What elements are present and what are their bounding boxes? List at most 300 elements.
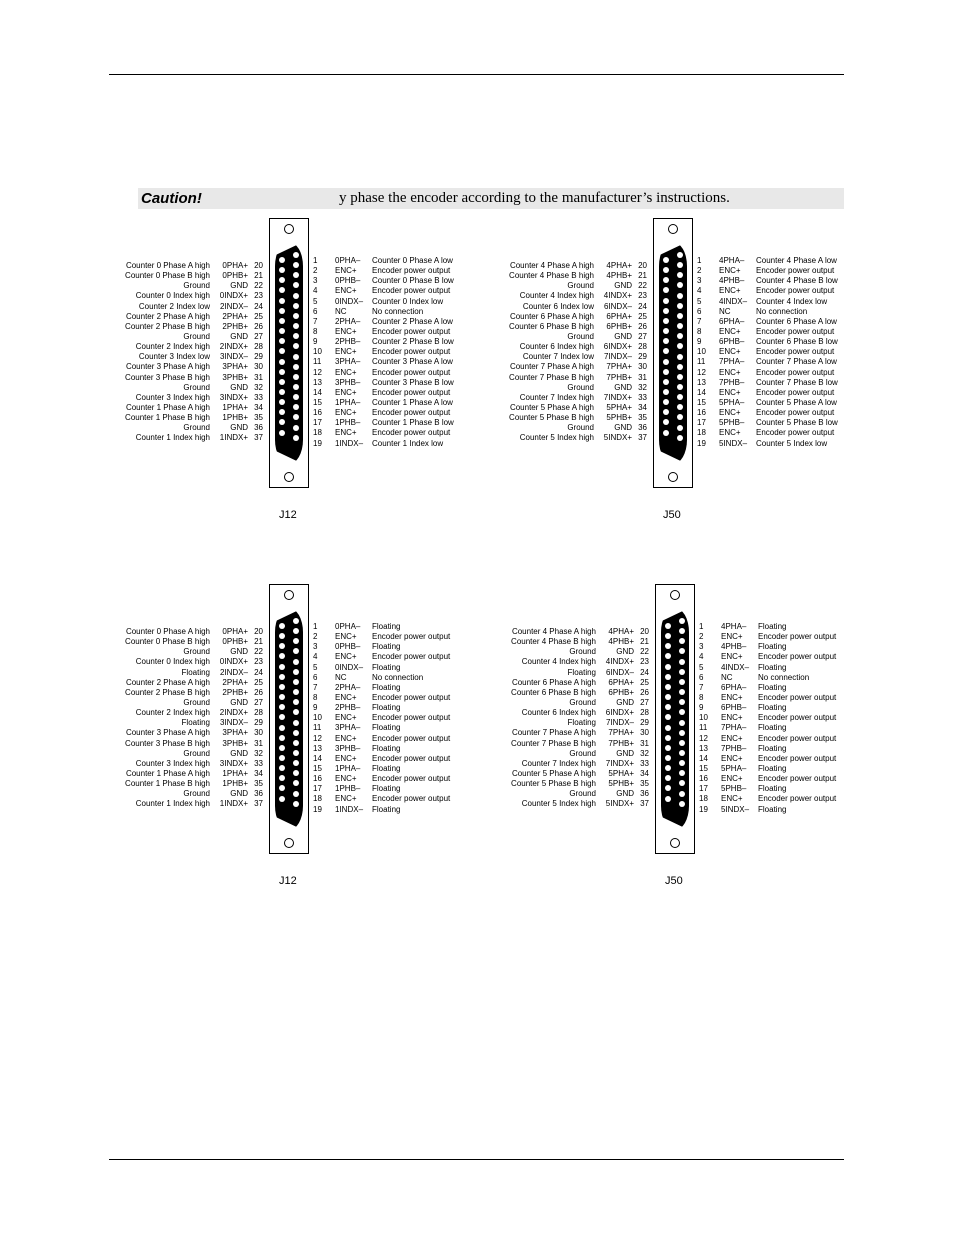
pin-row <box>699 805 836 815</box>
signal-name: 6PHB+ <box>606 321 632 331</box>
pin-row <box>313 398 454 408</box>
pin-number: 26 <box>254 321 263 331</box>
signal-name: 5PHA+ <box>606 402 632 412</box>
pin-description: Encoder power output <box>756 266 835 276</box>
signal-name: 0PHA– <box>335 256 361 265</box>
pin-number: 24 <box>254 667 263 677</box>
signal-name: 7INDX– <box>605 718 634 728</box>
pin-description: Counter 3 Index low <box>138 352 210 362</box>
left-pin-table <box>494 261 647 444</box>
pin-description: Encoder power output <box>758 753 837 763</box>
pin-number: 34 <box>254 768 263 778</box>
pin-description: Encoder power output <box>758 794 837 804</box>
pin-number: 28 <box>640 708 649 718</box>
pin-description: Floating <box>372 622 401 631</box>
pin-number: 2 <box>697 266 702 276</box>
signal-name: NC <box>719 306 731 316</box>
signal-name: ENC+ <box>721 794 743 804</box>
pin-number: 22 <box>640 647 649 657</box>
connector-pin-icon <box>663 430 669 436</box>
pin-description: Floating <box>758 743 787 753</box>
pin-description: Counter 2 Phase B high <box>125 321 210 331</box>
signal-name: 6PHA– <box>721 682 747 692</box>
signal-name: 4PHA– <box>719 256 745 265</box>
pin-row <box>110 779 263 789</box>
pin-description: Counter 3 Phase A high <box>125 728 210 738</box>
signal-name: ENC+ <box>719 266 741 276</box>
pin-row <box>496 779 649 789</box>
connector-pin-icon <box>665 664 671 670</box>
pin-description: Counter 4 Phase B high <box>509 271 594 281</box>
connector-pin-icon <box>293 252 299 258</box>
signal-name: ENC+ <box>721 774 743 784</box>
pin-description: Floating <box>567 667 596 677</box>
signal-name: ENC+ <box>335 367 357 377</box>
db37-connector <box>653 218 693 488</box>
pin-row <box>313 317 454 327</box>
connector-pin-icon <box>293 750 299 756</box>
pin-number: 16 <box>699 774 708 784</box>
signal-name: 3INDX+ <box>219 758 248 768</box>
pin-number: 35 <box>638 413 647 423</box>
pin-description: Floating <box>372 703 401 713</box>
pin-row <box>313 357 454 367</box>
pin-description: Counter 1 Index high <box>135 433 210 443</box>
connector-pin-icon <box>677 313 683 319</box>
connector-pin-icon <box>279 755 285 761</box>
connector-pin-icon <box>677 425 683 431</box>
pin-number: 15 <box>699 763 708 773</box>
pin-description: Counter 7 Phase A high <box>511 728 596 738</box>
signal-name: ENC+ <box>721 692 743 702</box>
connector-pin-icon <box>679 730 685 736</box>
connector-pin-icon <box>663 379 669 385</box>
pin-number: 31 <box>638 372 647 382</box>
pin-description: Counter 0 Phase A high <box>125 627 210 636</box>
footer-rule <box>109 1159 844 1160</box>
pin-description: Floating <box>758 723 787 733</box>
signal-name: 0PHA+ <box>222 261 248 270</box>
signal-name: ENC+ <box>335 713 357 723</box>
pin-row <box>697 418 838 428</box>
pin-number: 12 <box>697 367 706 377</box>
pin-description: Counter 0 Phase B high <box>125 637 210 647</box>
pin-row <box>494 291 647 301</box>
pin-number: 14 <box>697 387 706 397</box>
pin-number: 29 <box>640 718 649 728</box>
pin-description: Encoder power output <box>756 347 835 357</box>
right-pin-table <box>697 256 838 449</box>
signal-name: 2PHB– <box>335 337 361 347</box>
connector-pin-icon <box>665 623 671 629</box>
pin-row <box>313 642 450 652</box>
pin-description: Ground <box>183 789 210 799</box>
connector-diagram-j12-top <box>110 218 470 528</box>
pin-description: Counter 2 Phase A high <box>125 311 210 321</box>
signal-name: 2PHA+ <box>222 311 248 321</box>
pin-description: Counter 6 Phase A low <box>756 316 837 326</box>
pin-number: 10 <box>699 713 708 723</box>
pin-description: Floating <box>181 667 210 677</box>
pin-number: 22 <box>638 281 647 291</box>
pin-number: 5 <box>313 662 318 672</box>
pin-number: 19 <box>313 438 322 448</box>
pin-number: 30 <box>254 728 263 738</box>
signal-name: 3PHA+ <box>222 728 248 738</box>
pin-description: Counter 7 Phase A high <box>509 362 594 372</box>
pin-number: 5 <box>699 662 704 672</box>
pin-description: Counter 2 Index high <box>135 342 210 352</box>
pin-row <box>110 799 263 809</box>
pin-row <box>697 408 838 418</box>
pin-number: 1 <box>313 622 318 631</box>
signal-name: 6INDX+ <box>605 708 634 718</box>
pin-description: Counter 1 Phase B high <box>125 413 210 423</box>
pin-number: 34 <box>640 768 649 778</box>
pin-number: 30 <box>640 728 649 738</box>
pin-row <box>110 352 263 362</box>
signal-name: ENC+ <box>335 692 357 702</box>
signal-name: 2INDX+ <box>219 708 248 718</box>
pin-number: 10 <box>697 347 706 357</box>
pin-description: Encoder power output <box>372 733 451 743</box>
pin-row <box>699 764 836 774</box>
pin-number: 29 <box>254 718 263 728</box>
pin-number: 21 <box>254 637 263 647</box>
pin-row <box>313 368 454 378</box>
signal-name: 4PHA+ <box>606 261 632 270</box>
mounting-hole-icon <box>284 838 294 848</box>
pin-row <box>494 393 647 403</box>
pin-row <box>699 642 836 652</box>
pin-row <box>313 805 450 815</box>
db37-connector <box>655 584 695 854</box>
connector-pin-icon <box>293 679 299 685</box>
signal-name: 2PHB– <box>335 703 361 713</box>
signal-name: GND <box>230 697 248 707</box>
signal-name: 0PHB– <box>335 642 361 652</box>
pin-row <box>313 286 454 296</box>
connector-pin-icon <box>279 328 285 334</box>
pin-number: 26 <box>254 687 263 697</box>
signal-name: 1PHB– <box>335 418 361 428</box>
pin-number: 9 <box>313 337 318 347</box>
pin-number: 30 <box>638 362 647 372</box>
pin-description: Counter 6 Phase A high <box>509 311 594 321</box>
signal-name: ENC+ <box>335 733 357 743</box>
pin-row <box>496 688 649 698</box>
pin-row <box>110 637 263 647</box>
pin-description: Encoder power output <box>372 408 451 418</box>
pin-row <box>110 668 263 678</box>
pin-description: Ground <box>567 423 594 433</box>
pin-row <box>110 698 263 708</box>
pin-number: 22 <box>254 281 263 291</box>
signal-name: ENC+ <box>721 753 743 763</box>
signal-name: ENC+ <box>719 367 741 377</box>
pin-row <box>699 683 836 693</box>
pin-number: 9 <box>697 337 702 347</box>
pin-description: Encoder power output <box>372 692 451 702</box>
pin-description: Counter 4 Phase A high <box>511 627 596 636</box>
signal-name: ENC+ <box>335 326 357 336</box>
pin-number: 12 <box>699 733 708 743</box>
pin-row <box>697 256 838 266</box>
signal-name: 7PHB– <box>721 743 747 753</box>
connector-pin-icon <box>663 257 669 263</box>
signal-name: 1PHA+ <box>222 768 248 778</box>
pin-number: 30 <box>254 362 263 372</box>
connector-pin-icon <box>679 679 685 685</box>
signal-name: 5INDX+ <box>603 433 632 443</box>
pin-row <box>494 362 647 372</box>
connector-pin-icon <box>279 796 285 802</box>
signal-name: 0PHB+ <box>222 637 248 647</box>
signal-name: 1INDX+ <box>219 799 248 809</box>
pin-number: 4 <box>699 652 704 662</box>
signal-name: 3PHA– <box>335 723 361 733</box>
signal-name: ENC+ <box>335 408 357 418</box>
pin-description: Floating <box>758 682 787 692</box>
pin-number: 2 <box>699 632 704 642</box>
signal-name: 2PHB+ <box>222 321 248 331</box>
pin-number: 34 <box>638 402 647 412</box>
signal-name: ENC+ <box>719 286 741 296</box>
signal-name: 4INDX+ <box>603 291 632 301</box>
signal-name: 4INDX– <box>721 662 750 672</box>
signal-name: ENC+ <box>335 774 357 784</box>
pin-description: Encoder power output <box>372 428 451 438</box>
signal-name: 3PHB– <box>335 743 361 753</box>
signal-name: 2PHA– <box>335 682 361 692</box>
pin-row <box>494 332 647 342</box>
connector-pin-icon <box>677 354 683 360</box>
pin-number: 15 <box>313 763 322 773</box>
pin-description: Ground <box>183 382 210 392</box>
pin-row <box>110 403 263 413</box>
pin-number: 11 <box>699 723 708 733</box>
connector-pin-icon <box>293 425 299 431</box>
signal-name: 5INDX– <box>721 804 750 814</box>
pin-description: Counter 4 Index low <box>756 296 828 306</box>
pin-description: Counter 2 Index low <box>138 301 210 311</box>
pin-row <box>313 439 454 449</box>
pin-description: Encoder power output <box>756 326 835 336</box>
pin-number: 4 <box>313 652 318 662</box>
pin-description: Floating <box>758 662 787 672</box>
pin-description: Counter 7 Phase B high <box>509 372 594 382</box>
pin-number: 21 <box>254 271 263 281</box>
connector-pin-icon <box>679 801 685 807</box>
pin-description: Encoder power output <box>372 367 451 377</box>
mounting-hole-icon <box>670 838 680 848</box>
signal-name: GND <box>230 748 248 758</box>
pin-row <box>313 693 450 703</box>
pin-description: Counter 3 Index high <box>135 758 210 768</box>
pin-description: No connection <box>756 306 808 316</box>
pin-row <box>496 657 649 667</box>
pin-row <box>313 276 454 286</box>
pin-number: 37 <box>640 799 649 809</box>
connector-pin-icon <box>679 740 685 746</box>
signal-name: 7PHA– <box>719 357 745 367</box>
pin-description: No connection <box>372 306 424 316</box>
pin-row <box>313 428 454 438</box>
mounting-hole-icon <box>284 472 294 482</box>
signal-name: 2PHA– <box>335 316 361 326</box>
connector-pin-icon <box>293 384 299 390</box>
connector-pin-icon <box>663 318 669 324</box>
signal-name: 1PHA– <box>335 763 361 773</box>
signal-name: 4PHA+ <box>608 627 634 636</box>
pin-row <box>110 312 263 322</box>
pin-number: 3 <box>697 276 702 286</box>
pin-number: 6 <box>313 672 318 682</box>
pin-description: Encoder power output <box>758 692 837 702</box>
pin-row <box>496 739 649 749</box>
connector-pin-icon <box>279 694 285 700</box>
connector-diagram-j50-bottom <box>496 584 856 894</box>
signal-name: 6PHB– <box>719 337 745 347</box>
signal-name: GND <box>230 281 248 291</box>
pin-row <box>697 286 838 296</box>
pin-description: Floating <box>372 642 401 652</box>
signal-name: ENC+ <box>335 347 357 357</box>
pin-row <box>697 388 838 398</box>
pin-description: Counter 6 Phase A high <box>511 677 596 687</box>
connector-pin-icon <box>677 303 683 309</box>
pin-row <box>110 393 263 403</box>
pin-number: 17 <box>699 784 708 794</box>
pin-description: Counter 5 Index high <box>519 433 594 443</box>
pin-description: Encoder power output <box>758 733 837 743</box>
pin-description: Counter 3 Index high <box>135 392 210 402</box>
pin-description: Encoder power output <box>372 286 451 296</box>
pin-description: Floating <box>372 763 401 773</box>
pin-number: 25 <box>254 677 263 687</box>
pin-number: 18 <box>313 428 322 438</box>
pin-description: Floating <box>758 784 787 794</box>
signal-name: ENC+ <box>721 652 743 662</box>
pin-description: Counter 5 Index low <box>756 438 828 448</box>
connector-pin-icon <box>293 354 299 360</box>
pin-description: Counter 2 Phase B low <box>372 337 454 347</box>
signal-name: ENC+ <box>719 387 741 397</box>
pin-row <box>313 663 450 673</box>
pin-row <box>110 291 263 301</box>
pin-description: Floating <box>758 763 787 773</box>
pin-number: 9 <box>313 703 318 713</box>
pin-description: Encoder power output <box>372 347 451 357</box>
signal-name: ENC+ <box>335 428 357 438</box>
pin-description: Counter 2 Phase A high <box>125 677 210 687</box>
pin-row <box>494 271 647 281</box>
pin-row <box>699 754 836 764</box>
pin-description: Counter 3 Phase A high <box>125 362 210 372</box>
connector-pin-icon <box>677 364 683 370</box>
signal-name: 0INDX– <box>335 296 364 306</box>
signal-name: 0INDX– <box>335 662 364 672</box>
pin-description: Counter 0 Index low <box>372 296 444 306</box>
pin-number: 31 <box>254 372 263 382</box>
connector-pin-icon <box>279 359 285 365</box>
pin-number: 17 <box>697 418 706 428</box>
pin-number: 33 <box>254 758 263 768</box>
pin-description: Counter 7 Index low <box>522 352 594 362</box>
pin-description: Floating <box>372 784 401 794</box>
pin-row <box>110 383 263 393</box>
pin-number: 16 <box>697 408 706 418</box>
pin-number: 19 <box>313 804 322 814</box>
pin-description: Floating <box>758 642 787 652</box>
pin-number: 19 <box>699 804 708 814</box>
pin-row <box>699 744 836 754</box>
pin-description: Encoder power output <box>756 428 835 438</box>
signal-name: 0PHA+ <box>222 627 248 636</box>
connector-pin-icon <box>293 435 299 441</box>
signal-name: 5PHB+ <box>608 779 634 789</box>
pin-row <box>697 428 838 438</box>
pin-row <box>110 302 263 312</box>
connector-pin-icon <box>279 257 285 263</box>
signal-name: GND <box>616 748 634 758</box>
signal-name: 7PHB– <box>719 377 745 387</box>
connector-pin-icon <box>293 364 299 370</box>
pin-description: Encoder power output <box>756 367 835 377</box>
connector-pin-icon <box>665 684 671 690</box>
pin-row <box>313 794 450 804</box>
connector-pin-icon <box>293 303 299 309</box>
mounting-hole-icon <box>284 224 294 234</box>
signal-name: 7PHA+ <box>608 728 634 738</box>
pin-row <box>697 347 838 357</box>
signal-name: ENC+ <box>335 753 357 763</box>
pin-number: 3 <box>313 276 318 286</box>
pin-number: 37 <box>254 433 263 443</box>
pin-number: 24 <box>640 667 649 677</box>
pin-row <box>313 683 450 693</box>
pin-number: 14 <box>313 387 322 397</box>
connector-pin-icon <box>293 791 299 797</box>
pin-description: Counter 5 Phase A low <box>756 397 837 407</box>
pin-description: Counter 1 Phase A low <box>372 397 453 407</box>
pin-number: 36 <box>640 789 649 799</box>
pin-number: 26 <box>640 687 649 697</box>
pin-row <box>496 749 649 759</box>
pin-row <box>110 728 263 738</box>
pin-row <box>110 627 263 637</box>
connector-diagram-j50-top <box>494 218 854 528</box>
signal-name: 5INDX+ <box>605 799 634 809</box>
signal-name: 7INDX+ <box>603 392 632 402</box>
signal-name: 5INDX– <box>719 438 748 448</box>
pin-number: 35 <box>254 779 263 789</box>
pin-number: 8 <box>313 692 318 702</box>
pin-description: Counter 4 Index high <box>521 657 596 667</box>
pin-description: Floating <box>372 682 401 692</box>
signal-name: 6INDX+ <box>603 342 632 352</box>
connector-pin-icon <box>665 725 671 731</box>
pin-row <box>496 789 649 799</box>
signal-name: NC <box>721 672 733 682</box>
right-pin-table <box>313 622 450 815</box>
signal-name: 6PHB– <box>721 703 747 713</box>
connector-pin-icon <box>679 791 685 797</box>
signal-name: 3PHB+ <box>222 372 248 382</box>
pin-number: 6 <box>697 306 702 316</box>
signal-name: 1PHA+ <box>222 402 248 412</box>
connector-pin-icon <box>663 389 669 395</box>
